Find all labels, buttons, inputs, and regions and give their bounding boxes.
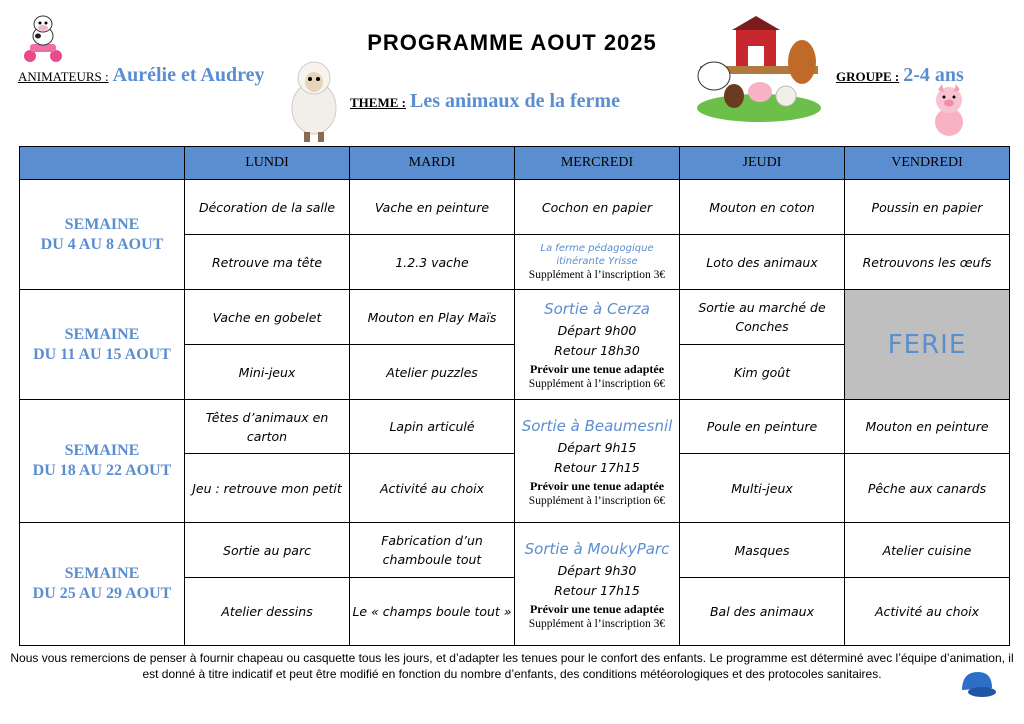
ferme-pedagogique-cell — [515, 235, 680, 290]
week-4-line2: DU 25 AU 29 AOUT — [32, 585, 172, 602]
activity-cell: Retrouve ma tête — [185, 235, 350, 290]
activity-cell: Atelier dessins — [185, 578, 350, 646]
table-row — [20, 523, 1010, 578]
outing-tenue: Prévoir une tenue adaptée — [529, 601, 665, 616]
activity-cell: Poule en peinture — [680, 400, 845, 454]
activity-cell: Mini-jeux — [185, 345, 350, 400]
activity-cell: Décoration de la salle — [185, 180, 350, 235]
activity-cell: Fabrication d’un chamboule tout — [350, 523, 515, 578]
activity-cell: Bal des animaux — [680, 578, 845, 646]
outing-depart: Départ 9h30 — [557, 562, 637, 578]
activity-cell: Vache en gobelet — [185, 290, 350, 345]
activity-cell: Sortie au parc — [185, 523, 350, 578]
week-3-line2: DU 18 AU 22 AOUT — [32, 462, 172, 479]
outing-supp: Supplément à l’inscription 6€ — [528, 378, 666, 390]
outing-retour: Retour 17h15 — [554, 459, 640, 475]
activity-cell: Têtes d’animaux en carton — [185, 400, 350, 454]
header-jeudi: JEUDI — [680, 147, 845, 180]
activity-cell: Kim goût — [680, 345, 845, 400]
week-3-label — [20, 400, 185, 523]
groupe-value: 2-4 ans — [903, 64, 964, 86]
activity-cell: Jeu : retrouve mon petit — [185, 454, 350, 523]
outing-retour: Retour 18h30 — [554, 343, 640, 358]
activity-cell: Multi-jeux — [680, 454, 845, 523]
outing-tenue: Prévoir une tenue adaptée — [529, 478, 665, 493]
activity-cell: Atelier puzzles — [350, 345, 515, 400]
week-1-line2: DU 4 AU 8 AOUT — [40, 235, 164, 253]
activity-cell: Cochon en papier — [515, 180, 680, 235]
header-lundi: LUNDI — [185, 147, 350, 180]
table-row — [20, 180, 1010, 235]
outing-title: Sortie à Cerza — [544, 300, 650, 318]
pig-icon — [928, 84, 970, 140]
activity-cell: Activité au choix — [350, 454, 515, 523]
table-header-row — [20, 147, 1010, 180]
activity-cell: Sortie au marché de Conches — [680, 290, 845, 345]
activity-cell: Loto des animaux — [680, 235, 845, 290]
activity-cell: Masques — [680, 523, 845, 578]
outing-title: Sortie à MoukyParc — [524, 539, 670, 558]
week-4-label — [20, 523, 185, 646]
theme-value: Les animaux de la ferme — [409, 90, 620, 112]
activity-cell: 1.2.3 vache — [350, 235, 515, 290]
program-table — [19, 146, 1010, 646]
ferie-cell: FERIE — [845, 290, 1010, 400]
table-row — [20, 400, 1010, 454]
header-mercredi: MERCREDI — [515, 147, 680, 180]
sheep-icon — [284, 56, 344, 146]
outing-retour: Retour 17h15 — [554, 582, 640, 598]
week-1-label — [20, 180, 185, 290]
outing-cell-moukyparc — [515, 523, 680, 646]
ferme-pedagogique-title: La ferme pédagogique itinérante Yrisse — [540, 242, 654, 267]
footer-note: Nous vous remercions de penser à fournir chapeau ou casquette tous les jours, et d’adapter les tenues pour le confort des enfants. Le programme est déterminé avec l’équipe d’animation, il est donné à titre indicatif et peut être modifié en fonction du nombre d’enfants, des conditions météorologiques et des protocoles sanitaires. — [10, 651, 1014, 681]
week-2-label — [20, 290, 185, 400]
outing-tenue: Prévoir une tenue adaptée — [529, 362, 665, 376]
outing-supp: Supplément à l’inscription 6€ — [528, 494, 666, 507]
outing-depart: Départ 9h15 — [557, 439, 637, 455]
outing-depart: Départ 9h00 — [557, 323, 637, 338]
week-2-line2: DU 11 AU 15 AOUT — [33, 345, 171, 363]
week-1-line1: SEMAINE — [64, 215, 140, 233]
table-row — [20, 290, 1010, 345]
outing-supp: Supplément à l’inscription 3€ — [528, 617, 666, 630]
week-4-line1: SEMAINE — [64, 565, 140, 582]
activity-cell: Lapin articulé — [350, 400, 515, 454]
outing-cell-beaumesnil — [515, 400, 680, 523]
header-vendredi: VENDREDI — [845, 147, 1010, 180]
activity-cell: Mouton en peinture — [845, 400, 1010, 454]
activity-cell: Atelier cuisine — [845, 523, 1010, 578]
theme-label: THEME : — [350, 95, 406, 110]
outing-title: Sortie à Beaumesnil — [521, 416, 673, 435]
activity-cell: Pêche aux canards — [845, 454, 1010, 523]
ferme-pedagogique-supp: Supplément à l’inscription 3€ — [528, 268, 666, 281]
page-title: PROGRAMME AOUT 2025 — [367, 30, 657, 55]
activity-cell: Mouton en coton — [680, 180, 845, 235]
activity-cell: Vache en peinture — [350, 180, 515, 235]
animateurs-value: Aurélie et Audrey — [112, 64, 265, 86]
header-empty — [20, 147, 185, 180]
activity-cell: Poussin en papier — [845, 180, 1010, 235]
activity-cell: Le « champs boule tout » — [350, 578, 515, 646]
animateurs-line — [18, 64, 264, 87]
activity-cell: Retrouvons les œufs — [845, 235, 1010, 290]
activity-cell: Mouton en Play Maïs — [350, 290, 515, 345]
groupe-label: GROUPE : — [836, 69, 900, 84]
week-2-line1: SEMAINE — [64, 325, 140, 343]
activity-cell: Activité au choix — [845, 578, 1010, 646]
week-3-line1: SEMAINE — [64, 442, 140, 459]
theme-line — [350, 90, 620, 113]
header-mardi: MARDI — [350, 147, 515, 180]
outing-cell-cerza — [515, 290, 680, 400]
groupe-line — [836, 64, 964, 87]
animateurs-label: ANIMATEURS : — [18, 69, 109, 84]
